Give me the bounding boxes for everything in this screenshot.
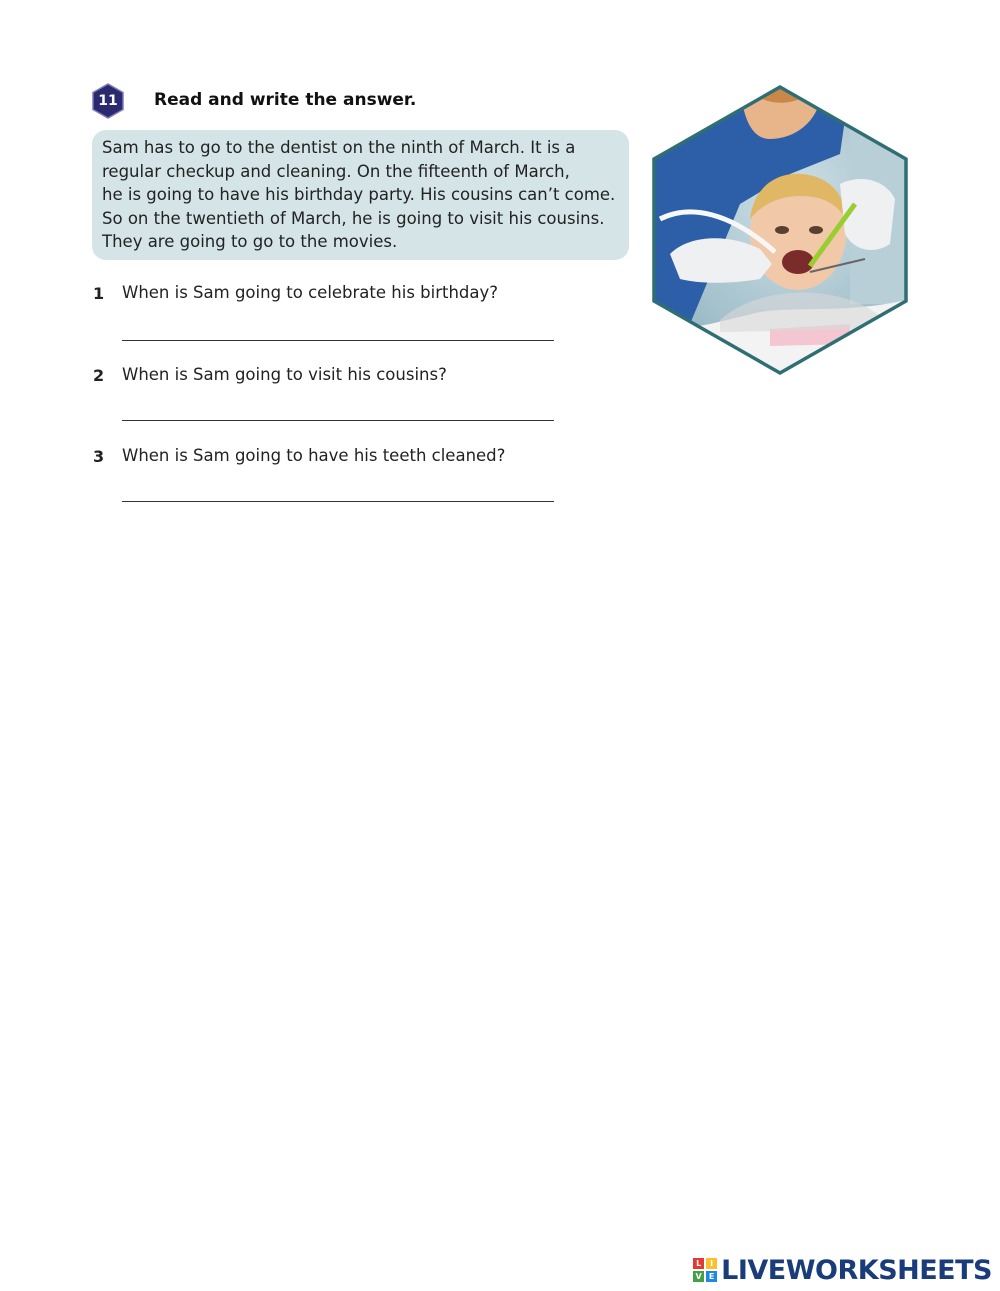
question-number-3: 3 — [93, 447, 105, 466]
answer-field-1[interactable] — [122, 340, 554, 341]
logo-mark-letter: L — [693, 1258, 704, 1269]
question-text-1: When is Sam going to celebrate his birthday? — [122, 283, 499, 302]
passage-line: So on the twentieth of March, he is going to visit his cousins. — [102, 208, 605, 228]
question-text-3: When is Sam going to have his teeth cleaned? — [122, 446, 506, 465]
passage-line: Sam has to go to the dentist on the ninth of March. It is a — [102, 138, 576, 157]
passage-line: They are going to go to the movies. — [102, 232, 398, 251]
question-text-2: When is Sam going to visit his cousins? — [122, 365, 447, 384]
answer-field-2[interactable] — [122, 420, 554, 421]
logo-mark-icon — [693, 1258, 717, 1282]
logo-mark-letter: I — [706, 1258, 717, 1269]
logo-mark-letter: E — [706, 1271, 717, 1282]
logo-text: LIVEWORKSHEETS — [721, 1254, 992, 1286]
passage-line: he is going to have his birthday party. His cousins can’t come. — [102, 185, 616, 204]
exercise-number: 11 — [98, 93, 118, 109]
exercise-number-badge — [90, 83, 126, 119]
dentist-photo — [650, 84, 910, 376]
question-number-1: 1 — [93, 284, 105, 303]
liveworksheets-logo — [693, 1253, 992, 1287]
answer-field-3[interactable] — [122, 501, 554, 502]
passage-line: regular checkup and cleaning. On the fifteenth of March, — [102, 161, 570, 181]
reading-passage — [92, 130, 629, 260]
exercise-instruction: Read and write the answer. — [154, 90, 417, 110]
question-number-2: 2 — [93, 366, 105, 385]
logo-mark-letter: V — [693, 1271, 704, 1282]
